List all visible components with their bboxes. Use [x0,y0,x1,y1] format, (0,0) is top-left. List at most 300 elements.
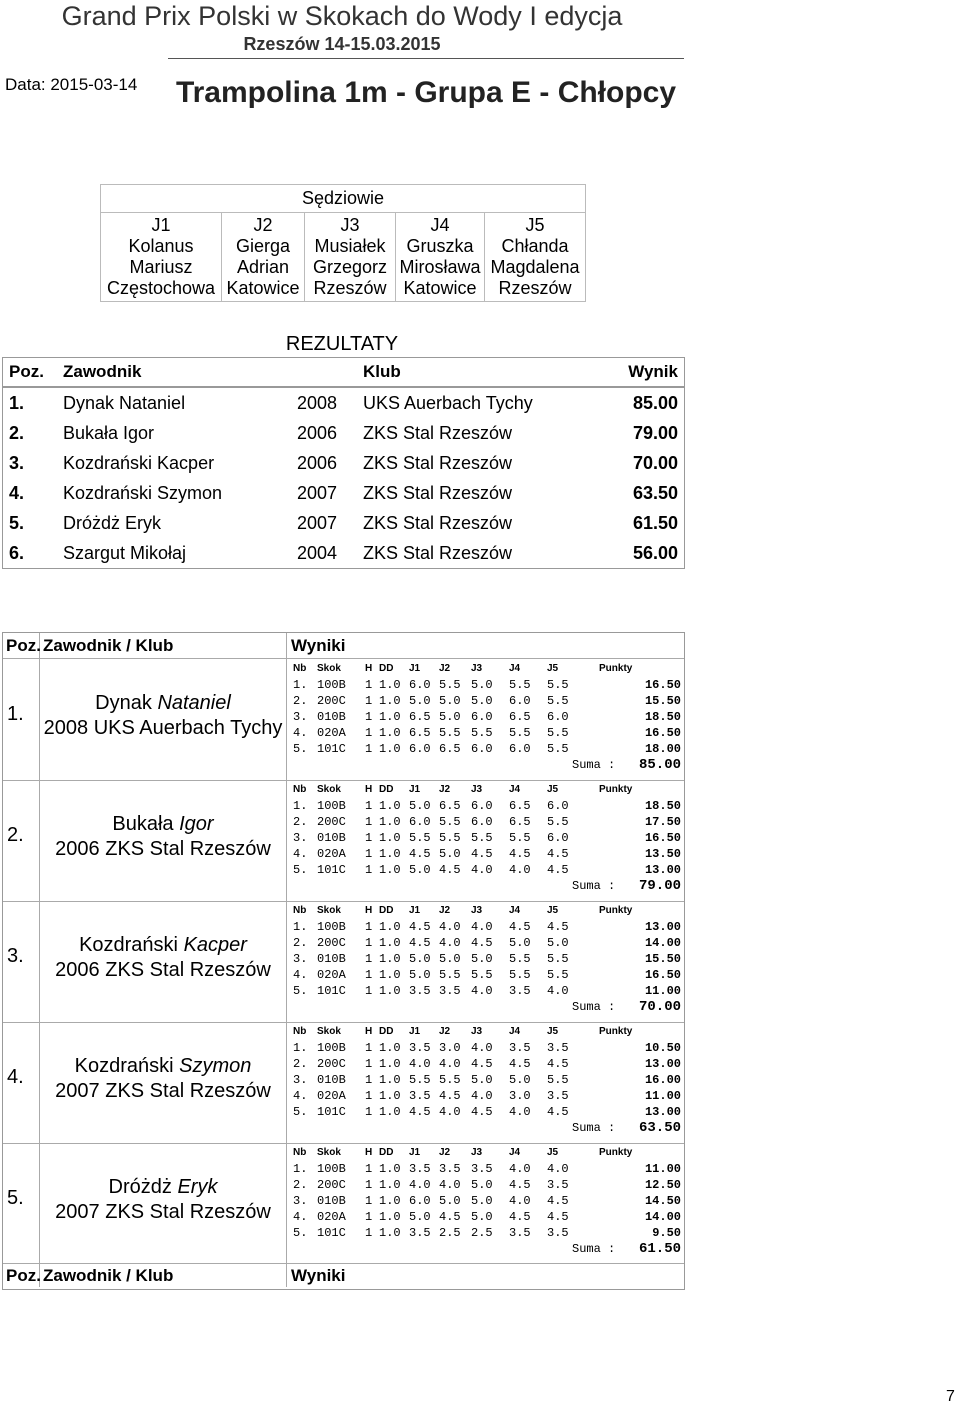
dive-cell: 3. [293,831,308,845]
event-title: Trampolina 1m - Grupa E - Chłopcy [175,76,677,109]
dive-cell: 1.0 [379,1226,401,1240]
dives-header-cell: J1 [409,905,421,916]
dive-cell: 1 [365,694,373,708]
dive-cell: 6.0 [471,815,493,829]
dive-cell: 4.0 [471,1041,493,1055]
dive-total-row [293,878,683,895]
dive-cell: 101C [317,863,346,877]
dives-header-cell: J3 [471,1026,483,1037]
header-poz: Poz. [9,362,44,381]
dives-header-cell: Punkty [599,1026,633,1037]
dive-cell: 5.0 [409,799,431,813]
dive-cell: 5.5 [471,726,493,740]
result-position: 1. [9,393,25,413]
dives-header-cell: J3 [471,1147,483,1158]
dive-row [293,1040,683,1056]
judge-name: Magdalena [490,257,580,277]
dive-cell: 020A [317,726,346,740]
judges-caption: Sędziowie [101,185,586,213]
dive-cell: 5.5 [439,726,461,740]
athlete-surname: Bukała [112,813,174,835]
dives-header-cell: Skok [317,784,341,795]
dive-cell: 4.5 [509,847,531,861]
result-score: 85.00 [632,393,678,413]
dive-row [293,951,683,967]
dive-points: 12.50 [644,1178,681,1192]
dive-cell: 3.5 [409,1089,431,1103]
details-header-top [3,633,684,658]
dive-row [293,862,683,878]
judge-code: J4 [430,215,450,235]
dive-cell: 5.5 [409,1073,431,1087]
results-title: REZULTATY [285,333,399,355]
dive-cell: 5.0 [439,694,461,708]
dive-cell: 4.0 [471,920,493,934]
dive-cell: 1.0 [379,1194,401,1208]
judge-name: Mariusz [129,257,193,277]
athlete-detail-block [3,1143,684,1265]
dive-cell: 010B [317,1073,346,1087]
result-club: UKS Auerbach Tychy [363,393,533,413]
dives-header-cell: Nb [293,784,307,795]
dive-cell: 200C [317,936,346,950]
dive-cell: 6.5 [509,710,531,724]
dives-header-cell: Nb [293,905,307,916]
dive-cell: 1.0 [379,968,401,982]
dive-points: 13.00 [644,863,681,877]
dive-cell: 4.5 [471,936,493,950]
dive-cell: 2. [293,1178,308,1192]
dive-points: 18.50 [644,799,681,813]
dive-cell: 6.0 [471,710,493,724]
dive-cell: 1 [365,1041,373,1055]
dive-cell: 6.0 [547,710,569,724]
result-position: 5. [9,513,25,533]
dive-total-row [293,757,683,774]
dive-row [293,1225,683,1241]
dives-header-cell: DD [379,663,394,674]
judge-city: Katowice [403,278,477,298]
dive-cell: 4.0 [547,984,569,998]
dives-header-cell: J4 [509,1026,521,1037]
dives-header-cell: J5 [547,784,559,795]
result-position: 3. [9,453,25,473]
dive-cell: 3. [293,952,308,966]
dive-cell: 6.0 [471,799,493,813]
dive-cell: 5.5 [509,952,531,966]
dive-points: 15.50 [644,952,681,966]
dives-header-cell: Skok [317,1147,341,1158]
suma-label: Suma : [572,1121,616,1135]
result-club: ZKS Stal Rzeszów [363,543,513,563]
dive-cell: 010B [317,1194,346,1208]
dive-cell: 5.0 [439,1194,461,1208]
judge-code: J1 [151,215,171,235]
dive-cell: 4.5 [439,1210,461,1224]
results-header-row [3,358,684,388]
dive-cell: 4.5 [509,1057,531,1071]
dives-header-cell: J4 [509,663,521,674]
dive-points: 13.00 [644,1105,681,1119]
dive-cell: 1 [365,831,373,845]
dive-cell: 4. [293,1210,308,1224]
dive-cell: 1.0 [379,936,401,950]
dive-cell: 5.0 [471,678,493,692]
dive-row [293,1193,683,1209]
dive-cell: 1 [365,815,373,829]
dives-header-cell: H [365,784,373,795]
dive-cell: 101C [317,1226,346,1240]
dive-cell: 1 [365,1089,373,1103]
dive-cell: 4.5 [439,1089,461,1103]
dive-points: 14.00 [644,936,681,950]
dives-table [293,905,683,1016]
judge-name: Grzegorz [312,257,388,277]
dive-cell: 5.0 [471,1210,493,1224]
dive-cell: 6.0 [509,742,531,756]
result-row [3,388,684,418]
dive-cell: 1.0 [379,847,401,861]
dive-cell: 6.0 [509,694,531,708]
dive-points: 13.00 [644,920,681,934]
dive-points: 16.50 [644,726,681,740]
dive-row [293,1209,683,1225]
dive-cell: 4. [293,847,308,861]
dives-header-cell: J4 [509,1147,521,1158]
dive-cell: 1.0 [379,799,401,813]
detail-athlete-name [40,1175,286,1199]
dive-cell: 5.5 [509,968,531,982]
dives-header-cell: Nb [293,1026,307,1037]
dive-cell: 4. [293,1089,308,1103]
dive-cell: 5.0 [409,694,431,708]
dive-cell: 200C [317,815,346,829]
dives-header-cell: J5 [547,1147,559,1158]
dive-cell: 5.5 [547,1073,569,1087]
dive-points: 11.00 [644,984,681,998]
dive-cell: 3.5 [471,1162,493,1176]
athlete-first-name: Igor [179,813,214,835]
dive-cell: 101C [317,742,346,756]
dive-row [293,1088,683,1104]
dive-cell: 5.0 [409,863,431,877]
dive-cell: 200C [317,1178,346,1192]
dive-cell: 1 [365,1194,373,1208]
dive-cell: 3.5 [409,1162,431,1176]
dives-header-cell: H [365,905,373,916]
dive-cell: 5.5 [509,678,531,692]
judge-surname: Kolanus [128,236,194,256]
dive-cell: 1. [293,678,308,692]
dives-header-cell: Punkty [599,1147,633,1158]
dive-cell: 4.0 [439,1105,461,1119]
dive-cell: 3.5 [439,1162,461,1176]
dives-header [293,663,683,677]
detail-position: 3. [7,945,24,967]
details-header-results: Wyniki [291,1266,346,1285]
dives-header-cell: Nb [293,1147,307,1158]
suma-label: Suma : [572,758,616,772]
dive-cell: 1.0 [379,694,401,708]
result-athlete: Kozdrański Szymon [63,483,223,503]
dive-row [293,935,683,951]
dives-header-cell: DD [379,1147,394,1158]
dive-cell: 5. [293,1105,308,1119]
result-club: ZKS Stal Rzeszów [363,423,513,443]
dive-cell: 5.5 [547,815,569,829]
dive-cell: 5.0 [439,710,461,724]
dive-cell: 4.0 [409,1057,431,1071]
detail-athlete-club: 2006 ZKS Stal Rzeszów [55,959,271,981]
details-header-poz: Poz. [6,1266,41,1285]
details-header-results: Wyniki [291,636,346,655]
detail-position: 4. [7,1066,24,1088]
dive-cell: 6.0 [409,815,431,829]
dives-table [293,1026,683,1137]
dive-cell: 4.0 [471,863,493,877]
dive-cell: 3.5 [547,1089,569,1103]
dives-header-cell: J4 [509,784,521,795]
dives-header [293,905,683,919]
dive-cell: 100B [317,1162,346,1176]
dives-header-cell: J5 [547,663,559,674]
judge-name: Mirosława [399,257,481,277]
dive-cell: 5.5 [471,831,493,845]
result-score: 79.00 [632,423,678,443]
dive-cell: 3. [293,710,308,724]
page-number: 7 [946,1388,955,1405]
dive-points: 9.50 [652,1226,681,1240]
athlete-surname: Kozdrański [74,1055,174,1077]
dive-cell: 1 [365,1073,373,1087]
dive-cell: 1.0 [379,1210,401,1224]
dive-cell: 1 [365,742,373,756]
dive-cell: 1.0 [379,863,401,877]
dive-cell: 4.5 [547,1210,569,1224]
suma-label: Suma : [572,1242,616,1256]
row-divider [3,1022,684,1023]
details-header-poz: Poz. [6,636,41,655]
judge-surname: Chłanda [501,236,569,256]
dive-cell: 4.5 [547,847,569,861]
dive-cell: 3.5 [439,984,461,998]
athlete-detail-block [3,780,684,902]
dive-cell: 1. [293,920,308,934]
dive-cell: 1.0 [379,831,401,845]
dive-cell: 6.5 [409,710,431,724]
dive-cell: 4.0 [509,1105,531,1119]
dive-cell: 4.5 [409,920,431,934]
dive-points: 11.00 [644,1089,681,1103]
dive-cell: 4.5 [471,847,493,861]
dive-cell: 1 [365,936,373,950]
header-club: Klub [363,362,401,381]
dive-cell: 6.5 [509,799,531,813]
dive-cell: 1 [365,726,373,740]
dive-cell: 1.0 [379,1178,401,1192]
dives-header-cell: J2 [439,784,451,795]
dives-header-cell: Skok [317,905,341,916]
detail-position: 1. [7,703,24,725]
judge-city: Rzeszów [313,278,387,298]
dive-cell: 4.5 [409,847,431,861]
dives-header-cell: J1 [409,784,421,795]
suma-value: 85.00 [638,757,681,773]
dive-total-row [293,1241,683,1258]
suma-value: 61.50 [638,1241,681,1257]
dive-row [293,741,683,757]
dive-cell: 1 [365,678,373,692]
dive-cell: 020A [317,1089,346,1103]
dive-row [293,919,683,935]
dive-cell: 5.0 [471,1073,493,1087]
dive-cell: 3.5 [509,1226,531,1240]
result-athlete: Dynak Nataniel [63,393,186,413]
dive-cell: 1 [365,1105,373,1119]
dives-header-cell: Punkty [599,784,633,795]
dive-cell: 5.0 [471,952,493,966]
dive-cell: 020A [317,1210,346,1224]
results-table [2,357,685,569]
dive-cell: 100B [317,799,346,813]
athlete-detail-block [3,1022,684,1144]
dive-points: 14.50 [644,1194,681,1208]
judge-name: Adrian [236,257,290,277]
dive-points: 10.50 [644,1041,681,1055]
detail-athlete-name [40,691,286,715]
dive-points: 18.50 [644,710,681,724]
dive-row [293,967,683,983]
dives-header-cell: J5 [547,1026,559,1037]
dives-header-cell: J4 [509,905,521,916]
dive-cell: 2. [293,815,308,829]
dive-cell: 1.0 [379,1105,401,1119]
dive-cell: 4.0 [509,1194,531,1208]
dives-table [293,663,683,774]
dive-cell: 2. [293,936,308,950]
judge-cell [396,213,485,302]
dive-cell: 1 [365,1210,373,1224]
detail-athlete-name [40,1054,286,1078]
detail-athlete-club: 2007 ZKS Stal Rzeszów [55,1080,271,1102]
dive-cell: 3.5 [509,1041,531,1055]
athlete-detail-block [3,659,684,781]
judge-cell [222,213,305,302]
judges-table [100,184,586,302]
result-position: 2. [9,423,25,443]
dive-cell: 1 [365,710,373,724]
dive-points: 11.00 [644,1162,681,1176]
dives-header [293,784,683,798]
header-score: Wynik [628,362,678,381]
dive-cell: 020A [317,847,346,861]
dive-cell: 5.5 [509,726,531,740]
dive-cell: 3.0 [509,1089,531,1103]
dive-cell: 4.0 [471,984,493,998]
dive-cell: 1 [365,920,373,934]
dive-cell: 5.5 [547,694,569,708]
judge-cell [305,213,396,302]
detail-position: 5. [7,1187,24,1209]
dive-cell: 2. [293,1057,308,1071]
dive-cell: 5.0 [471,694,493,708]
dives-header-cell: J2 [439,905,451,916]
suma-value: 79.00 [638,878,681,894]
dive-cell: 5.5 [409,831,431,845]
result-year: 2004 [297,543,338,563]
details-header-bottom [3,1263,684,1288]
result-athlete: Bukała Igor [63,423,155,443]
dive-cell: 1 [365,984,373,998]
result-row [3,448,684,478]
result-club: ZKS Stal Rzeszów [363,453,513,473]
dive-row [293,1104,683,1120]
dive-cell: 2.5 [471,1226,493,1240]
dives-header-cell: Skok [317,1026,341,1037]
dive-cell: 4.0 [547,1162,569,1176]
header-divider [168,58,684,59]
athlete-detail-block [3,901,684,1023]
dive-points: 13.50 [644,847,681,861]
detail-athlete-club: 2006 ZKS Stal Rzeszów [55,838,271,860]
dive-cell: 1.0 [379,952,401,966]
judge-code: J3 [340,215,360,235]
result-score: 63.50 [632,483,678,503]
judge-surname: Musiałek [314,236,386,256]
dives-table [293,1147,683,1258]
dives-header-cell: J2 [439,1026,451,1037]
dives-header-cell: J3 [471,905,483,916]
dive-cell: 4.5 [547,1194,569,1208]
dive-cell: 1 [365,1057,373,1071]
result-score: 61.50 [632,513,678,533]
detail-position: 2. [7,824,24,846]
dive-points: 17.50 [644,815,681,829]
dive-cell: 5.0 [471,1178,493,1192]
result-score: 56.00 [632,543,678,563]
result-year: 2007 [297,483,338,503]
dive-cell: 4.5 [547,863,569,877]
dive-cell: 3. [293,1073,308,1087]
dive-row [293,846,683,862]
dive-cell: 1 [365,1226,373,1240]
details-table [2,632,685,1290]
dives-header-cell: DD [379,784,394,795]
dive-cell: 5.5 [509,831,531,845]
dive-cell: 4.5 [547,1057,569,1071]
dive-total-row [293,999,683,1016]
dive-cell: 5.0 [509,1073,531,1087]
dive-cell: 6.0 [547,799,569,813]
dive-total-row [293,1120,683,1137]
dive-cell: 4.5 [439,863,461,877]
dive-cell: 010B [317,831,346,845]
dives-header-cell: H [365,1026,373,1037]
athlete-first-name: Szymon [179,1055,252,1077]
dive-cell: 1 [365,952,373,966]
results-rows [3,388,684,568]
dive-cell: 5. [293,742,308,756]
dive-cell: 4.5 [409,936,431,950]
dive-points: 16.50 [644,831,681,845]
judge-surname: Gierga [235,236,291,256]
dive-cell: 1 [365,847,373,861]
dive-cell: 1.0 [379,1041,401,1055]
dive-cell: 1.0 [379,678,401,692]
dive-cell: 5.5 [547,726,569,740]
dive-points: 16.50 [644,678,681,692]
result-position: 6. [9,543,25,563]
